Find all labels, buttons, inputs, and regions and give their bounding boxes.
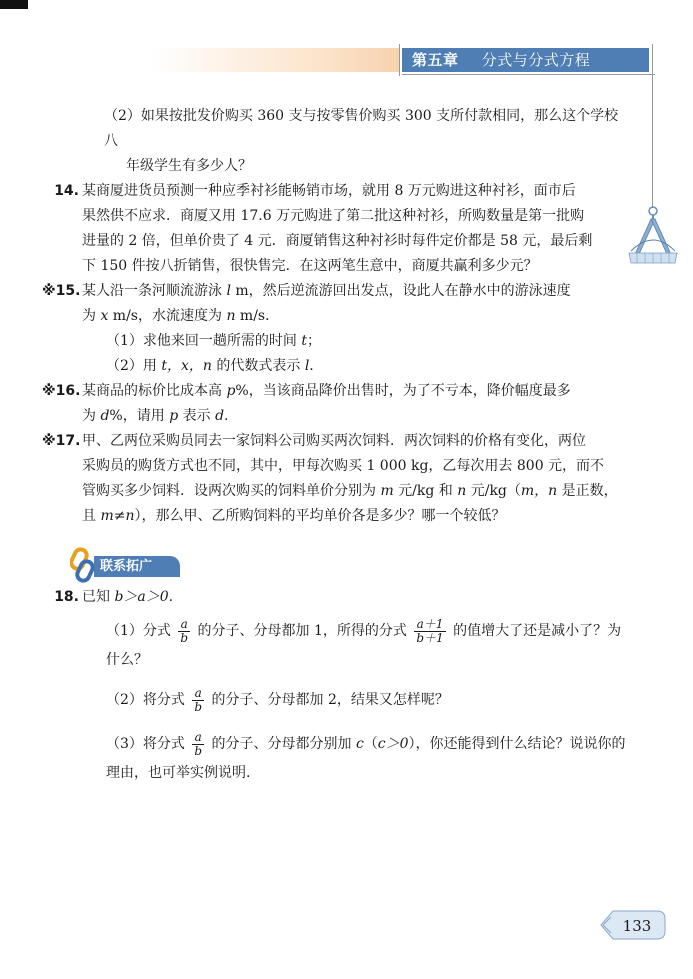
fraction-numerator: a	[192, 687, 204, 701]
q15-var-n: n	[226, 308, 236, 324]
q16-line2	[82, 404, 627, 429]
chapter-header	[402, 48, 649, 72]
q14-number: 14.	[54, 183, 79, 199]
corner-mark	[0, 0, 28, 9]
q17-vars: m，n	[520, 483, 558, 499]
q17-text: ），那么甲、乙所购饲料的平均单价各是多少？哪一个较低？	[134, 508, 506, 524]
q15-number: ※15.	[42, 283, 81, 299]
margin-rule	[652, 44, 653, 208]
q15-text: 为	[82, 308, 101, 324]
q14-line3: 进量的 2 倍，但单价贵了 4 元．商厦销售这种衬衫时每件定价都是 58 元，最后剩	[82, 233, 593, 249]
q18-text: 的值增大了还是减小了？为	[448, 623, 622, 639]
q13-part2	[82, 104, 627, 179]
q17-text: 元/kg 和	[393, 483, 458, 499]
chapter-title: 分式与分式方程	[481, 51, 591, 69]
page-number-badge	[597, 905, 667, 945]
fraction-numerator: a	[192, 731, 204, 745]
compass-icon	[627, 205, 679, 269]
q14-line1: 某商厦进货员预测一种应季衬衫能畅销市场，就用 8 万元购进这种衬衫，面市后	[82, 183, 576, 199]
fraction-a1-over-b1	[414, 618, 445, 645]
q13-part2-line2: 年级学生有多少人？	[126, 158, 252, 174]
q17-text: 元/kg（	[466, 483, 521, 499]
q18-condition: b＞a＞0	[114, 589, 169, 605]
question-14	[54, 179, 627, 279]
fraction-numerator: a＋1	[414, 618, 445, 632]
question-18	[54, 585, 627, 786]
q15-text: 的代数式表示	[211, 358, 305, 374]
q18-part1	[82, 614, 627, 648]
chain-link-icon	[70, 547, 96, 583]
header-band	[150, 48, 400, 72]
header-divider	[399, 44, 400, 76]
q14-line4: 下 150 件按八折销售，很快售完．在这两笔生意中，商厦共赢利多少元？	[82, 258, 538, 274]
q15-var-t: t	[301, 333, 307, 349]
q16-number: ※16.	[42, 383, 81, 399]
q18-text: （3）将分式	[106, 736, 190, 752]
q13-part2-line1: （2）如果按批发价购买 360 支与按零售价购买 300 支所付款相同，那么这个学校八	[104, 108, 619, 149]
q18-part3-cont: 理由，也可举实例说明.	[106, 765, 251, 781]
header-rule	[402, 74, 655, 75]
q15-text: m/s，水流速度为	[108, 308, 227, 324]
fraction-denominator: b	[194, 743, 203, 758]
q16-var-d: d	[215, 408, 225, 424]
q14-line2: 果然供不应求．商厦又用 17.6 万元购进了第二批这种衬衫，所购数量是第一批购	[82, 208, 585, 224]
q17-var-m: m	[380, 483, 394, 499]
q16-text: 为	[82, 408, 101, 424]
q15-text: m，然后逆流游回出发点，设此人在静水中的游泳速度	[230, 283, 571, 299]
fraction-numerator: a	[178, 618, 190, 632]
q15-text: 某人沿一条河顺流游泳	[82, 283, 227, 299]
question-16	[42, 379, 627, 429]
q15-text: （1）求他来回一趟所需的时间	[106, 333, 302, 349]
q18-number: 18.	[54, 589, 79, 605]
q18-var-c: c	[355, 736, 364, 752]
question-17	[42, 429, 627, 529]
q15-text: ；	[307, 333, 321, 349]
q17-text: 是正数，	[557, 483, 618, 499]
q15-part2	[82, 354, 627, 379]
chapter-number: 第五章	[412, 51, 459, 69]
q16-line1	[82, 379, 627, 404]
q16-var-p: p	[226, 383, 236, 399]
section-heading	[70, 547, 627, 585]
q15-var-l: l	[226, 283, 231, 299]
q15-line2	[82, 304, 627, 329]
q15-text: （2）用	[106, 358, 162, 374]
section-label: 联系拓广	[94, 556, 180, 577]
q18-condition: c＞0	[377, 736, 409, 752]
q18-text: ），你还能得到什么结论？说说你的	[408, 736, 626, 752]
q15-text: m/s．	[235, 308, 280, 324]
question-15	[42, 279, 627, 379]
q15-line1	[82, 279, 627, 304]
q15-part1	[82, 329, 627, 354]
q18-part3	[82, 727, 627, 761]
q18-text: 的分子、分母都加 1，所得的分式	[193, 623, 412, 639]
fraction-denominator: b	[194, 699, 203, 714]
q16-text: %，当该商品降价出售时，为了不亏本，降价幅度最多	[235, 383, 571, 399]
q15-text: .	[309, 358, 314, 374]
q15-vars: t，x，n	[161, 358, 212, 374]
fraction-a-over-b	[192, 731, 204, 758]
q17-text: 管购买多少饲料．设两次购买的饲料单价分别为	[82, 483, 381, 499]
q18-part2	[82, 683, 627, 717]
q15-var-x: x	[100, 308, 109, 324]
q18-text: 的分子、分母都加 2，结果又怎样呢？	[207, 692, 449, 708]
q16-var-d: d	[100, 408, 110, 424]
q18-part1-cont: 什么？	[106, 652, 148, 668]
q17-line2: 采购员的购货方式也不同，其中，甲每次购买 1 000 kg，乙每次用去 800 元，而不	[82, 458, 605, 474]
page-content	[42, 104, 627, 786]
q18-text: （	[363, 736, 378, 752]
fraction-denominator: b＋1	[416, 630, 444, 645]
q18-text: （2）将分式	[106, 692, 190, 708]
q18-text: 已知	[82, 589, 115, 605]
q18-text: 的分子、分母都分别加	[207, 736, 356, 752]
q17-line4	[82, 504, 627, 529]
q17-var-n: n	[457, 483, 467, 499]
q16-text: 表示	[178, 408, 216, 424]
fraction-a-over-b	[178, 618, 190, 645]
q16-var-p: p	[169, 408, 179, 424]
q15-var-l: l	[304, 358, 310, 374]
q16-text: 某商品的标价比成本高	[82, 383, 227, 399]
page-number: 133	[622, 917, 652, 935]
q17-line1: 甲、乙两位采购员同去一家饲料公司购买两次饲料．两次饲料的价格有变化，两位	[82, 433, 586, 449]
q18-intro	[82, 585, 627, 610]
q17-line3	[82, 479, 627, 504]
fraction-a-over-b	[192, 687, 204, 714]
q17-text: 且	[82, 508, 101, 524]
fraction-denominator: b	[180, 630, 189, 645]
q17-condition: m≠n	[100, 508, 135, 524]
q16-text: .	[224, 408, 229, 424]
q16-text: %，请用	[109, 408, 170, 424]
q18-text: （1）分式	[106, 623, 176, 639]
q17-number: ※17.	[42, 433, 81, 449]
q18-text: .	[168, 589, 174, 605]
